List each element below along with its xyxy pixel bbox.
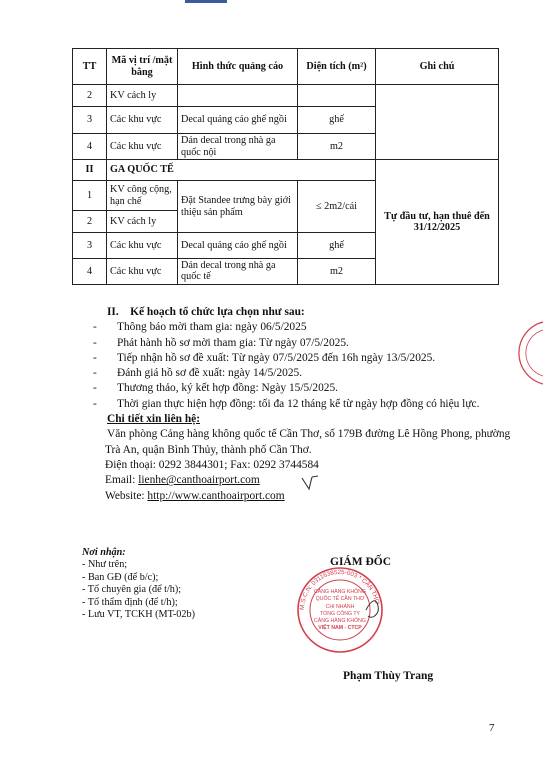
row-area: m2 bbox=[298, 259, 376, 285]
row-position: KV cách ly bbox=[107, 211, 178, 233]
row-tt: 3 bbox=[73, 233, 107, 259]
company-stamp bbox=[296, 566, 384, 654]
edge-seal-fragment bbox=[509, 320, 545, 386]
recipient-item: - Lưu VT, TCKH (MT-02b) bbox=[82, 609, 195, 621]
stamp-line: CẢNG HÀNG KHÔNG bbox=[314, 618, 366, 624]
row-position: Các khu vực bbox=[107, 259, 178, 285]
row-position: Các khu vực bbox=[107, 107, 178, 134]
recipient-item: - Như trên; bbox=[82, 559, 128, 571]
row-area: m2 bbox=[298, 134, 376, 160]
recipient-item: - Ban GĐ (để b/c); bbox=[82, 571, 159, 583]
stamp-line: CẢNG HÀNG KHÔNG bbox=[314, 589, 366, 595]
plan-heading-text: Kế hoạch tổ chức lựa chọn như sau: bbox=[130, 306, 305, 318]
recipients-block bbox=[82, 547, 195, 621]
section-row bbox=[73, 160, 499, 181]
contact-heading: Chi tiết xin liên hệ: bbox=[107, 413, 201, 426]
contact-address: Văn phòng Cảng hàng không quốc tế Cần Thơ, số 179B đường Lê Hồng Phong, phường Trà An, quận Bình Thủy, thành phố Cần Thơ. bbox=[105, 428, 511, 456]
row-tt: 2 bbox=[73, 85, 107, 107]
plan-item: - Phát hành hồ sơ mời tham gia: Từ ngày 07/5/2025. bbox=[105, 336, 520, 351]
note-cell: Tự đầu tư, hạn thuê đến 31/12/2025 bbox=[376, 160, 499, 285]
row-tt: 2 bbox=[73, 211, 107, 233]
top-edge-mark bbox=[185, 0, 227, 3]
recipient-item: - Tổ thẩm định (để t/h); bbox=[82, 596, 178, 608]
plan-item: - Thông báo mời tham gia: ngày 06/5/2025 bbox=[105, 320, 520, 335]
table-row bbox=[73, 85, 499, 107]
row-tt: 4 bbox=[73, 259, 107, 285]
row-area: ghế bbox=[298, 107, 376, 134]
row-form bbox=[178, 85, 298, 107]
section-title: GA QUỐC TẾ bbox=[107, 160, 376, 181]
stamp-line: VIỆT NAM - CTCP bbox=[318, 625, 362, 631]
plan-item: - Tiếp nhận hồ sơ đề xuất: Từ ngày 07/5/2025 đến 16h ngày 13/5/2025. bbox=[105, 351, 520, 366]
row-tt: 3 bbox=[73, 107, 107, 134]
recipient-item: - Tổ chuyên gia (để t/h); bbox=[82, 584, 182, 596]
section-number: II bbox=[73, 160, 107, 181]
stamp-line: CHI NHÁNH bbox=[325, 604, 355, 610]
row-note-empty bbox=[376, 85, 499, 160]
row-position: KV công cộng, hạn chế bbox=[107, 181, 178, 211]
row-tt: 4 bbox=[73, 134, 107, 160]
website-link[interactable]: http://www.canthoairport.com bbox=[147, 489, 285, 502]
row-form: Decal quảng cáo ghế ngồi bbox=[178, 107, 298, 134]
stamp-line: TỔNG CÔNG TY bbox=[320, 611, 360, 617]
row-area bbox=[298, 85, 376, 107]
row-position: Các khu vực bbox=[107, 233, 178, 259]
header-form: Hình thức quảng cáo bbox=[178, 49, 298, 85]
contact-phone: Điện thoại: 0292 3844301; Fax: 0292 3744584 bbox=[105, 458, 319, 471]
row-position: KV cách ly bbox=[107, 85, 178, 107]
header-note: Ghi chú bbox=[376, 49, 499, 85]
row-form: Dán decal trong nhà ga quốc tế bbox=[178, 259, 298, 285]
plan-item: - Thời gian thực hiện hợp đồng: tối đa 12 tháng kể từ ngày hợp đồng có hiệu lực. bbox=[105, 397, 520, 412]
row-area: ghế bbox=[298, 233, 376, 259]
plan-heading bbox=[107, 305, 520, 320]
merged-area: ≤ 2m2/cái bbox=[298, 181, 376, 233]
row-form: Decal quảng cáo ghế ngồi bbox=[178, 233, 298, 259]
header-area: Diện tích (m²) bbox=[298, 49, 376, 85]
merged-form: Đặt Standee trưng bày giới thiệu sản phẩm bbox=[178, 181, 298, 233]
initials-mark bbox=[300, 474, 322, 492]
row-position: Các khu vực bbox=[107, 134, 178, 160]
header-tt: TT bbox=[73, 49, 107, 85]
stamp-ring-text: M.S.C.N: 0311638525-003 * CẦN THƠ bbox=[298, 568, 381, 611]
advertising-table bbox=[72, 48, 499, 285]
plan-item: - Thương thảo, ký kết hợp đồng: Ngày 15/5/2025. bbox=[105, 381, 520, 396]
signer-name: Phạm Thùy Trang bbox=[343, 670, 434, 682]
row-tt: 1 bbox=[73, 181, 107, 211]
stamp-line: QUỐC TẾ CẦN THƠ bbox=[315, 596, 365, 602]
header-position: Mã vị trí /mặt bằng bbox=[107, 49, 178, 85]
row-form: Dán decal trong nhà ga quốc nội bbox=[178, 134, 298, 160]
email-link[interactable]: lienhe@canthoairport.com bbox=[138, 474, 260, 487]
page-number: 7 bbox=[489, 722, 495, 734]
signature-title: GIÁM ĐỐC bbox=[330, 556, 392, 568]
email-label: Email: bbox=[105, 474, 139, 487]
plan-item: - Đánh giá hồ sơ đề xuất: ngày 14/5/2025. bbox=[105, 366, 520, 381]
website-label: Website: bbox=[105, 489, 148, 502]
table-header-row bbox=[73, 49, 499, 85]
plan-heading-number: II. bbox=[107, 306, 119, 318]
recipients-title: Nơi nhận: bbox=[82, 547, 126, 558]
